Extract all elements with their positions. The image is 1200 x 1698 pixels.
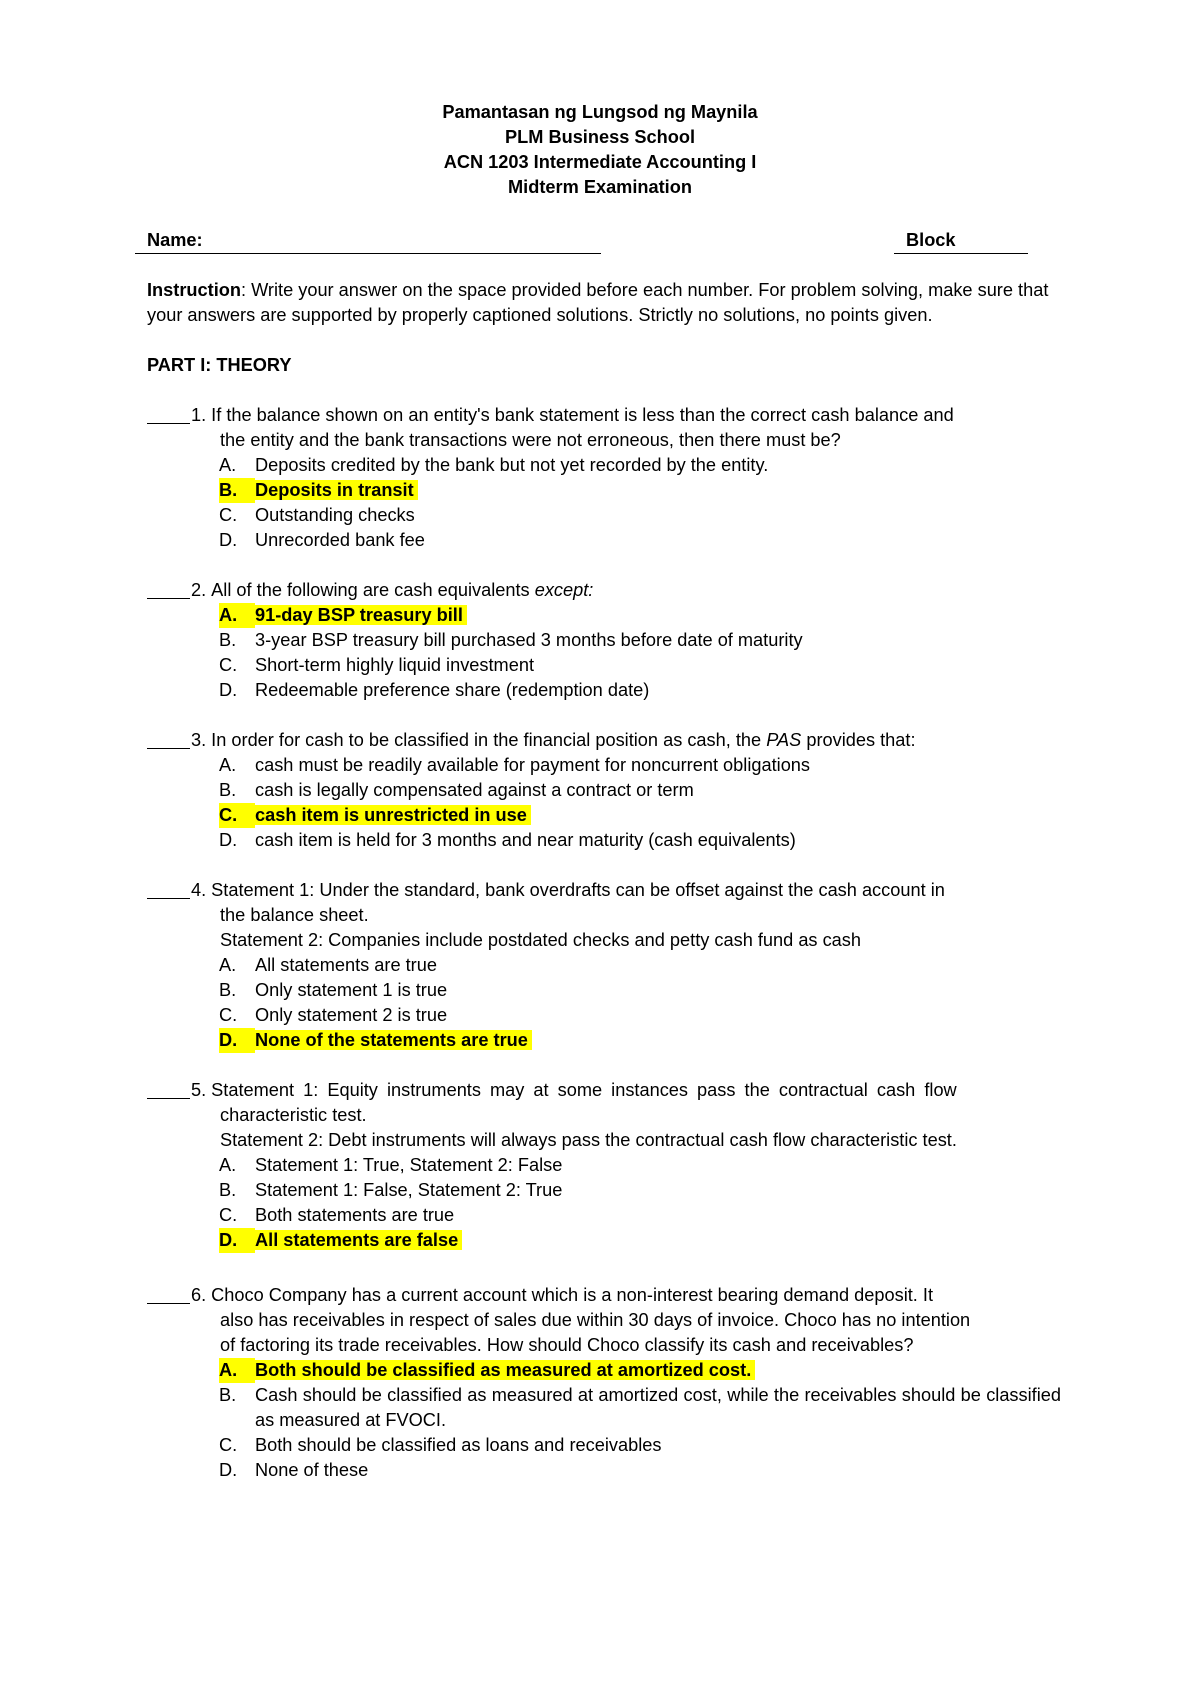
question-number: 3.: [191, 730, 207, 750]
question-3: [147, 728, 1061, 853]
option-a: A. cash must be readily available for payment for noncurrent obligations: [219, 755, 811, 775]
question-stem-continuation: Statement 2: Debt instruments will always pass the contractual cash flow characteristic test.: [220, 1130, 957, 1150]
question-stem: Statement 1: Under the standard, bank overdrafts can be offset against the cash account in: [211, 880, 945, 900]
question-stem-continuation: characteristic test.: [220, 1105, 367, 1125]
option-c-correct: C. cash item is unrestricted in use: [147, 803, 1061, 828]
answer-blank[interactable]: [147, 403, 190, 424]
highlighted-answer: Deposits in transit: [255, 480, 418, 500]
instruction-label: Instruction: [147, 280, 241, 300]
answer-blank[interactable]: [147, 578, 190, 599]
option-a: A. Deposits credited by the bank but not yet recorded by the entity.: [219, 455, 769, 475]
exam-content: [147, 278, 1061, 1483]
option-d: D. Unrecorded bank fee: [219, 530, 425, 550]
question-stem-italic: PAS: [766, 730, 802, 750]
instruction-text: : Write your answer on the space provided before each number. For problem solving, make sure that your answers are supported by properly captioned solutions. Strictly no solutions, no points given.: [147, 280, 1049, 325]
option-b-correct: B. Deposits in transit: [147, 478, 1061, 503]
question-stem: Choco Company has a current account which is a non-interest bearing demand deposit. It: [211, 1285, 934, 1305]
part-title: PART I: THEORY: [147, 355, 292, 375]
highlighted-answer: None of the statements are true: [255, 1030, 532, 1050]
option-b: B. Statement 1: False, Statement 2: True: [219, 1180, 563, 1200]
block-label: Block: [906, 230, 956, 250]
option-d: D. None of these: [219, 1460, 369, 1480]
question-stem: Statement 1: Equity instruments may at some instances pass the contractual cash flow: [211, 1080, 957, 1100]
question-stem-end: provides that:: [806, 730, 916, 750]
university-name: Pamantasan ng Lungsod ng Maynila: [442, 102, 758, 122]
question-number: 6.: [191, 1285, 207, 1305]
option-b: B. Only statement 1 is true: [219, 980, 448, 1000]
highlighted-answer: Both should be classified as measured at amortized cost.: [255, 1360, 755, 1380]
option-a-correct: A. Both should be classified as measured at amortized cost.: [147, 1358, 1061, 1383]
option-a-correct: A. 91-day BSP treasury bill: [147, 603, 1061, 628]
question-stem-continuation: also has receivables in respect of sales due within 30 days of invoice. Choco has no intention: [220, 1310, 971, 1330]
question-stem-continuation: the balance sheet.: [220, 905, 369, 925]
question-1: [147, 403, 1061, 553]
option-d: D. cash item is held for 3 months and near maturity (cash equivalents): [219, 830, 796, 850]
question-stem: All of the following are cash equivalents: [211, 580, 530, 600]
option-c: C. Outstanding checks: [219, 505, 415, 525]
answer-blank[interactable]: [147, 878, 190, 899]
block-field[interactable]: [894, 228, 1028, 254]
question-stem-continuation: Statement 2: Companies include postdated checks and petty cash fund as cash: [220, 930, 861, 950]
option-c: C. Short-term highly liquid investment: [219, 655, 534, 675]
option-c: C. Both should be classified as loans and receivables: [219, 1435, 662, 1455]
course-title: ACN 1203 Intermediate Accounting I: [443, 152, 757, 172]
question-stem-italic: except:: [534, 580, 594, 600]
option-d-correct: D. None of the statements are true: [147, 1028, 1061, 1053]
option-b: B. Cash should be classified as measured at amortized cost, while the receivables should be classified as measured at FVOCI.: [219, 1385, 1061, 1430]
question-6: [147, 1283, 1061, 1483]
highlighted-answer: All statements are false: [255, 1230, 462, 1250]
option-d: D. Redeemable preference share (redemption date): [219, 680, 650, 700]
option-c: C. Both statements are true: [219, 1205, 455, 1225]
option-a: A. Statement 1: True, Statement 2: False: [219, 1155, 563, 1175]
question-number: 4.: [191, 880, 207, 900]
highlighted-answer: 91-day BSP treasury bill: [255, 605, 467, 625]
exam-title: Midterm Examination: [508, 177, 692, 197]
option-d-correct: D. All statements are false: [147, 1228, 1061, 1253]
question-number: 5.: [191, 1080, 207, 1100]
name-field[interactable]: [135, 228, 601, 254]
option-a: A. All statements are true: [219, 955, 437, 975]
answer-blank[interactable]: [147, 1283, 190, 1304]
school-name: PLM Business School: [505, 127, 695, 147]
exam-header: [0, 100, 1200, 200]
name-label: Name:: [147, 230, 203, 250]
question-stem-continuation: the entity and the bank transactions were not erroneous, then there must be?: [220, 430, 841, 450]
question-5: [147, 1078, 1061, 1253]
question-number: 1.: [191, 405, 207, 425]
question-stem: In order for cash to be classified in the financial position as cash, the: [211, 730, 762, 750]
question-stem: If the balance shown on an entity's bank statement is less than the correct cash balance and: [211, 405, 954, 425]
question-number: 2.: [191, 580, 207, 600]
highlighted-answer: cash item is unrestricted in use: [255, 805, 531, 825]
question-2: [147, 578, 1061, 703]
question-4: [147, 878, 1061, 1053]
option-b: B. 3-year BSP treasury bill purchased 3 months before date of maturity: [219, 630, 803, 650]
answer-blank[interactable]: [147, 728, 190, 749]
instruction-paragraph: [147, 278, 1061, 328]
option-b: B. cash is legally compensated against a contract or term: [219, 780, 694, 800]
question-stem-continuation: of factoring its trade receivables. How should Choco classify its cash and receivables?: [220, 1335, 914, 1355]
answer-blank[interactable]: [147, 1078, 190, 1099]
option-c: C. Only statement 2 is true: [219, 1005, 448, 1025]
